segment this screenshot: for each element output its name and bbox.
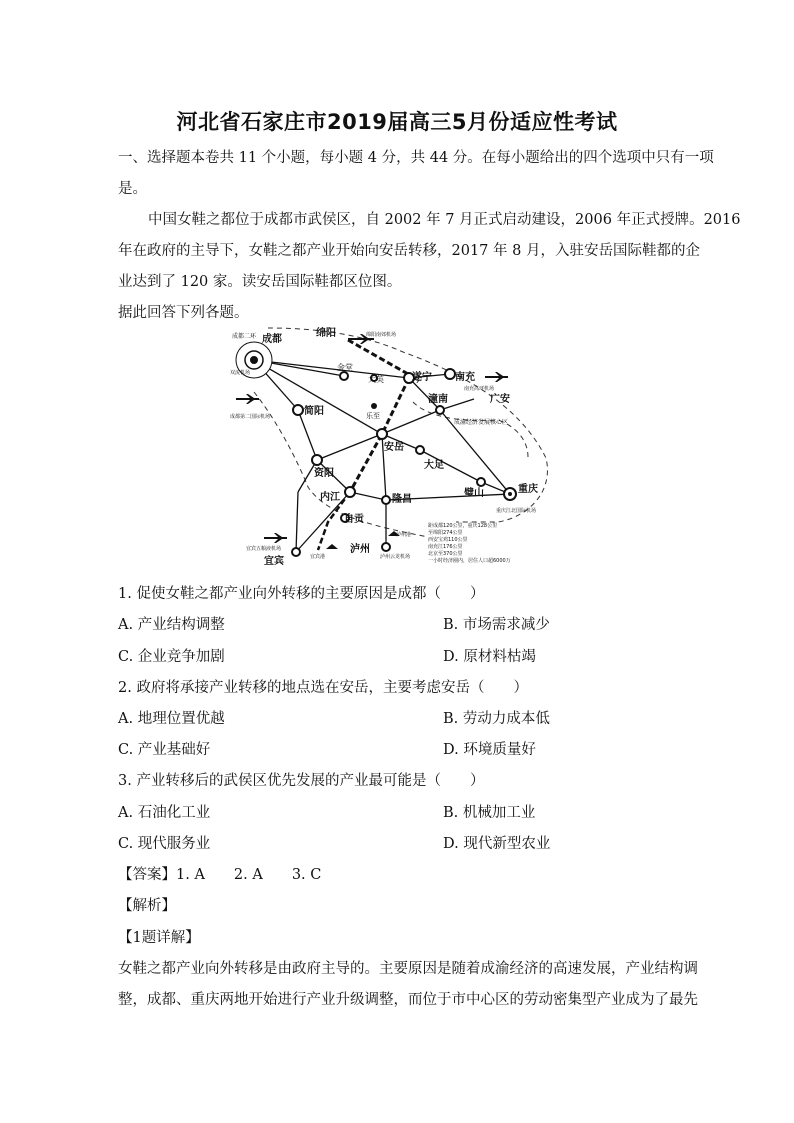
city-label-neijiang: 内江 xyxy=(320,492,340,503)
question-3-stem: 3. 产业转移后的武侯区优先发展的产业最可能是（ ） xyxy=(118,773,485,789)
city-label-chengdu: 成都 xyxy=(262,334,282,345)
question-3-option-d: D. 现代新型农业 xyxy=(443,836,551,852)
svg-text:北京至370公里: 北京至370公里 xyxy=(428,551,463,557)
port-label: 宜宾港 xyxy=(310,554,326,560)
question-3-option-c: C. 现代服务业 xyxy=(118,836,211,852)
city-label-longchang: 隆昌 xyxy=(392,494,412,505)
location-map-svg xyxy=(228,322,554,574)
question-2-option-b: B. 劳动力成本低 xyxy=(443,711,550,727)
chengdu-center xyxy=(250,356,258,364)
chongqing-dot xyxy=(508,492,512,496)
airport-label: 重庆江北国际机场 xyxy=(496,508,537,514)
core-zone-label: 成渝经济发展核心区 xyxy=(454,419,509,426)
core-zone-boundary xyxy=(413,402,528,457)
detail-text: 整，成都、重庆两地开始进行产业升级调整，而位于市中心区的劳动密集型产业成为了最先 xyxy=(118,992,698,1008)
passage-line: 业达到了 120 家。读安岳国际鞋都区位图。 xyxy=(118,274,402,290)
city-label-anyue: 安岳 xyxy=(384,442,404,453)
analysis-heading: 【解析】 xyxy=(118,898,176,914)
question-2-option-c: C. 产业基础好 xyxy=(118,742,211,758)
question-3-option-a: A. 石油化工业 xyxy=(118,805,211,821)
airport-label: 南充高坪机场 xyxy=(464,386,495,392)
question-3-option-b: B. 机械加工业 xyxy=(443,805,536,821)
question-2-option-a: A. 地理位置优越 xyxy=(118,711,225,727)
passage-line: 中国女鞋之都位于成都市武侯区，自 2002 年 7 月正式启动建设，2006 年正式授牌。2016 xyxy=(148,212,741,228)
svg-text:至绵阳274公里: 至绵阳274公里 xyxy=(428,530,463,536)
section-instruction: 一、选择题本卷共 11 个小题，每小题 4 分，共 44 分。在每小题给出的四个选项中只有一项 xyxy=(118,150,714,166)
location-map xyxy=(228,322,554,574)
airport-label: 双流机场 xyxy=(230,370,251,376)
city-label-luzhou: 泸州 xyxy=(350,544,370,555)
city-label-zigong: 自贡 xyxy=(344,514,364,525)
detail-text: 女鞋之都产业向外转移是由政府主导的。主要原因是随着成渝经济的高速发展，产业结构调 xyxy=(118,961,698,977)
svg-text:西安宝鸡110公里: 西安宝鸡110公里 xyxy=(428,537,468,543)
question-1-option-b: B. 市场需求减少 xyxy=(443,617,550,633)
city-label-dazu: 大足 xyxy=(424,460,444,471)
city-label-bishan: 璧山 xyxy=(464,488,484,499)
airport-label: 泸州云龙机场 xyxy=(380,554,411,560)
section-instruction-cont: 是。 xyxy=(118,181,147,197)
passage-prompt: 据此回答下列各题。 xyxy=(118,305,249,321)
svg-text:南充江176公里: 南充江176公里 xyxy=(428,544,463,550)
question-1-option-c: C. 企业竞争加剧 xyxy=(118,649,225,665)
airplane-icon xyxy=(236,394,259,404)
city-label-nanchong: 南充 xyxy=(455,372,475,383)
passage-line: 年在政府的主导下，女鞋之都产业开始向安岳转移，2017 年 8 月，入驻安岳国际鞋都的企 xyxy=(118,243,700,259)
svg-text:一小时经济圈内，居住人口超6000万: 一小时经济圈内，居住人口超6000万 xyxy=(428,558,511,564)
city-label-suining: 遂宁 xyxy=(412,372,432,383)
airport-label: 宜宾五粮液机场 xyxy=(246,546,282,552)
question-2-stem: 2. 政府将承接产业转移的地点选在安岳，主要考虑安岳（ ） xyxy=(118,680,528,696)
ring-label: 成都二环 xyxy=(232,333,257,340)
city-label-jintang: 金堂 xyxy=(337,363,353,372)
answer-key: 【答案】1. A 2. A 3. C xyxy=(118,867,322,883)
city-label-yibin: 宜宾 xyxy=(264,556,284,567)
svg-text:距成都120公里，重庆128公里: 距成都120公里，重庆128公里 xyxy=(428,523,498,529)
port-label: 泸州港 xyxy=(396,532,412,538)
lezhi-dot xyxy=(371,403,377,409)
city-label-tongnan: 潼南 xyxy=(428,394,448,405)
city-label-jianyang: 简阳 xyxy=(304,406,324,417)
airport-label: 绵阳南郊机场 xyxy=(366,332,397,338)
city-label-mianyang: 绵阳 xyxy=(316,328,336,339)
question-1-option-a: A. 产业结构调整 xyxy=(118,617,225,633)
airplane-icon xyxy=(485,372,508,382)
page-title: 河北省石家庄市2019届高三5月份适应性考试 xyxy=(176,110,618,134)
question-2-option-d: D. 环境质量好 xyxy=(443,742,536,758)
city-label-chongqing: 重庆 xyxy=(518,484,538,495)
city-label-guangan: 广安 xyxy=(490,394,510,405)
city-label-ziyang: 资阳 xyxy=(314,468,334,479)
airplane-icon xyxy=(264,533,287,543)
airport-label: 成都第二国际机场 xyxy=(230,414,271,420)
distance-legend xyxy=(428,522,511,564)
detail-heading: 【1题详解】 xyxy=(118,930,200,946)
question-1-stem: 1. 促使女鞋之都产业向外转移的主要原因是成都（ ） xyxy=(118,586,485,602)
city-label-lezhi: 乐至 xyxy=(366,412,380,420)
question-1-option-d: D. 原材料枯竭 xyxy=(443,649,536,665)
city-label-dayin: 大英 xyxy=(368,375,384,384)
